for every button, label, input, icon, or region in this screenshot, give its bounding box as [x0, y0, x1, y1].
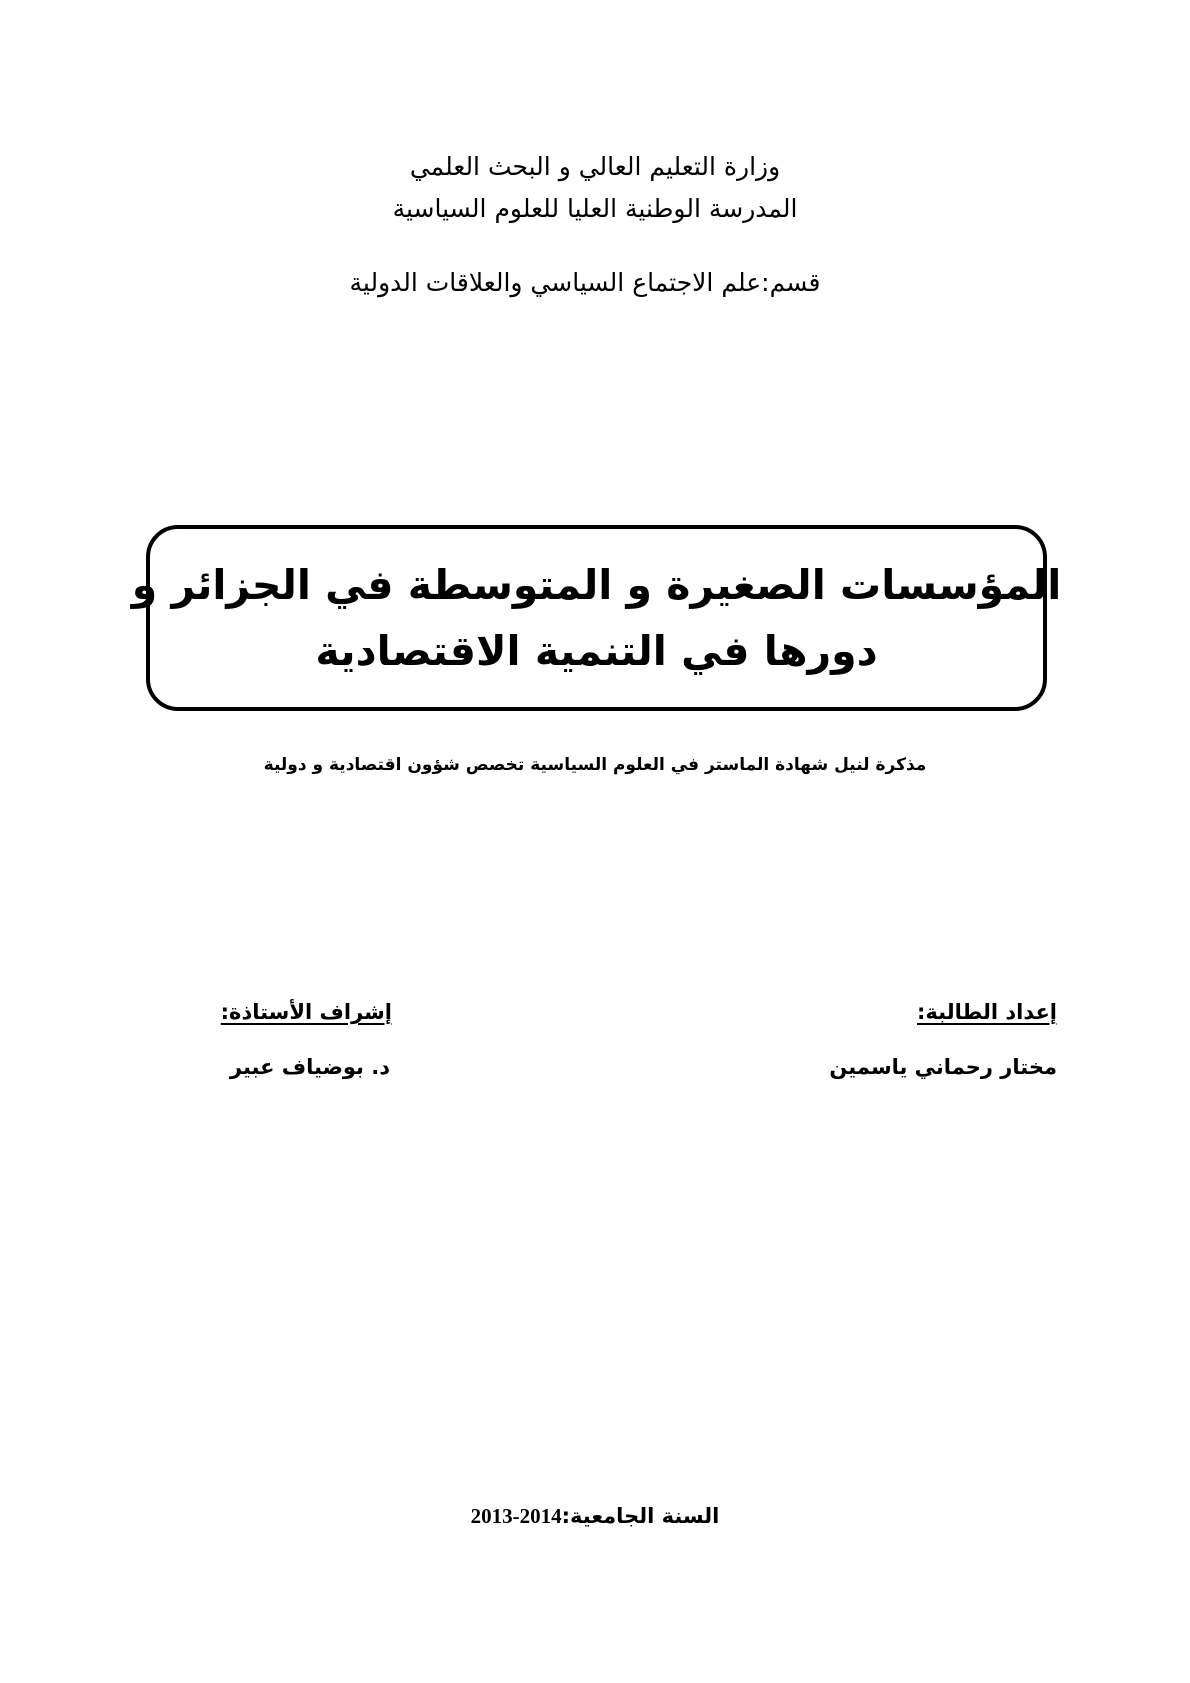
- academic-year-value: 2013-2014: [470, 1504, 562, 1528]
- academic-year: [0, 1501, 1190, 1531]
- department-name: قسم:علم الاجتماع السياسي والعلاقات الدولية: [349, 268, 821, 297]
- supervisor-heading: إشراف الأستاذة:: [220, 1000, 392, 1024]
- ministry-name: وزارة التعليم العالي و البحث العلمي: [409, 152, 781, 181]
- thesis-title-line-2: دورها في التنمية الاقتصادية: [315, 627, 878, 675]
- thesis-title-line-1: المؤسسات الصغيرة و المتوسطة في الجزائر و: [131, 561, 1062, 609]
- thesis-title-box: [131, 525, 1062, 711]
- academic-year-label: السنة الجامعية:: [561, 1504, 720, 1528]
- thesis-description: مذكرة لنيل شهادة الماستر في العلوم السياسية تخصص شؤون اقتصادية و دولية: [263, 755, 927, 775]
- supervisor-name: د. بوضياف عبير: [229, 1055, 390, 1079]
- school-name: المدرسة الوطنية العليا للعلوم السياسية: [392, 194, 798, 223]
- student-heading: إعداد الطالبة:: [917, 1000, 1057, 1024]
- student-name: مختار رحماني ياسمين: [829, 1055, 1057, 1079]
